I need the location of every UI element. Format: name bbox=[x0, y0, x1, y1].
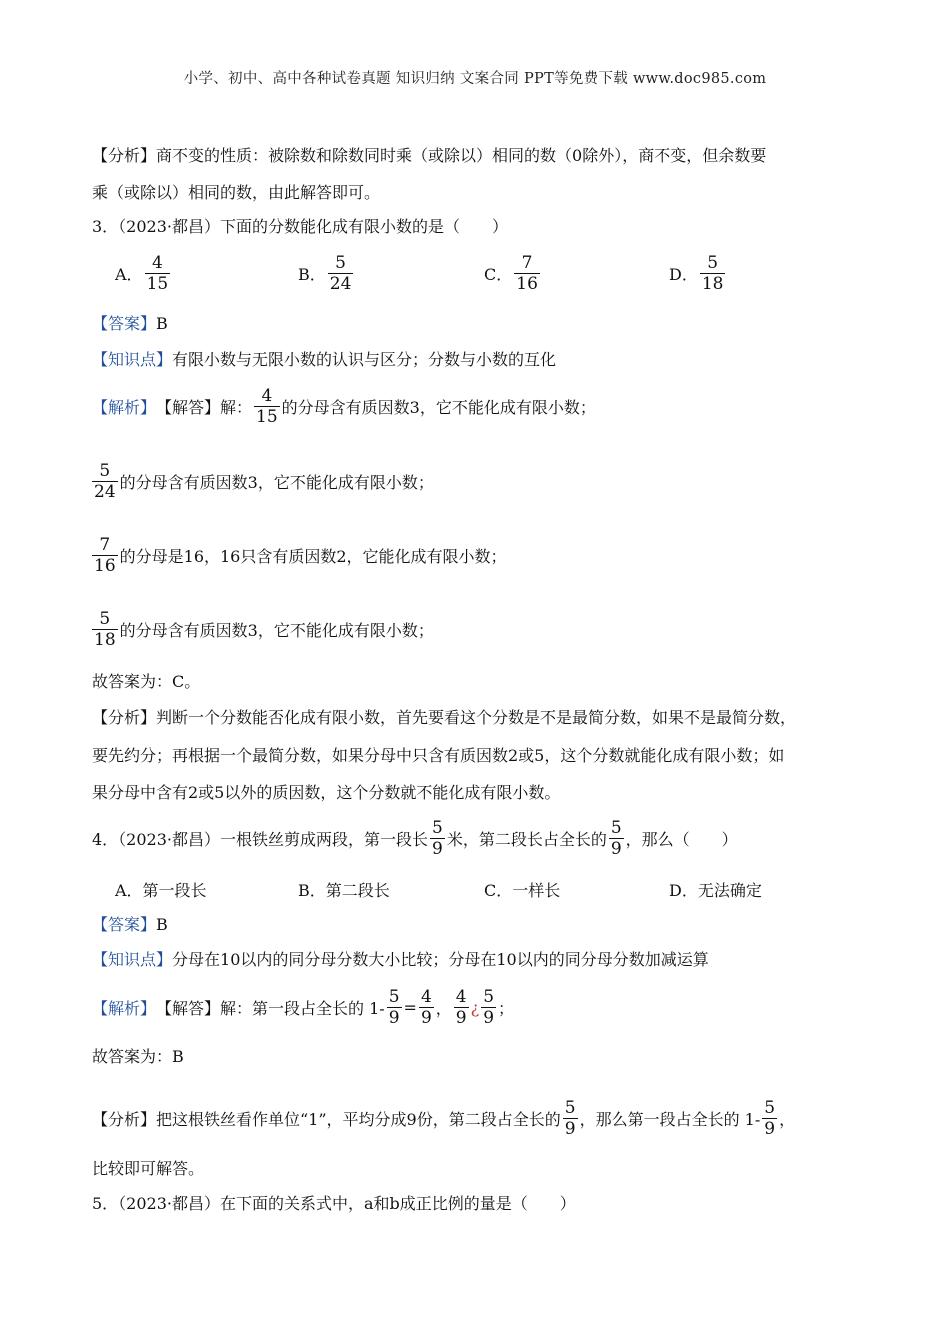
solution-tag: 【解析】 bbox=[92, 999, 157, 1018]
q4-solution: 【解析】 【解答】解：第一段占全长的 1- $\frac{5}{9}$ = $\frac{4}{9}$ ， $\frac{4}{9}$ ¿ $\frac{5}{9}$ ； bbox=[92, 987, 515, 1028]
fraction: $\frac{5}{18}$ bbox=[94, 609, 116, 650]
solution-tag: 【解析】 bbox=[92, 398, 157, 417]
fraction: $\frac{5}{18}$ bbox=[701, 253, 724, 294]
q4-option-a[interactable]: A．第一段长 bbox=[115, 881, 207, 900]
fraction: $\frac{5}{9}$ bbox=[764, 1098, 776, 1139]
q4-conclusion: 故答案为：B bbox=[92, 1047, 184, 1066]
q4-analysis-line2: 比较即可解答。 bbox=[92, 1159, 205, 1178]
q4-option-b[interactable]: B．第二段长 bbox=[298, 881, 390, 900]
q3-conclusion: 故答案为：C。 bbox=[92, 672, 201, 691]
q3-knowledge-point: 【知识点】有限小数与无限小数的认识与区分；分数与小数的互化 bbox=[92, 350, 557, 369]
fraction: $\frac{5}{9}$ bbox=[564, 1098, 576, 1139]
fraction: $\frac{5}{9}$ bbox=[610, 818, 622, 859]
fraction: $\frac{4}{15}$ bbox=[146, 253, 169, 294]
q3-option-b[interactable]: B． $\frac{5}{24}$ bbox=[298, 253, 352, 294]
q4-analysis: 【分析】 把这根铁丝看作单位“1”，平均分成9份，第二段占全长的 $\frac{5}{9}$ ，那么第一段占全长的 1- $\frac{5}{9}$ ， bbox=[92, 1098, 796, 1139]
prev-analysis-line2: 乘（或除以）相同的数，由此解答即可。 bbox=[92, 183, 381, 202]
fraction: $\frac{4}{9}$ bbox=[455, 987, 467, 1028]
page-header: 小学、初中、高中各种试卷真题 知识归纳 文案合同 PPT等免费下载 www.doc985.com bbox=[183, 71, 767, 87]
fraction: $\frac{5}{24}$ bbox=[94, 461, 116, 502]
q3-solution-line4: $\frac{5}{18}$ 的分母含有质因数3，它不能化成有限小数； bbox=[94, 609, 434, 650]
q5-stem: 5．（2023·都昌）在下面的关系式中，a和b成正比例的量是（ ） bbox=[92, 1194, 576, 1213]
fraction: $\frac{4}{15}$ bbox=[256, 386, 278, 427]
q4-option-d[interactable]: D．无法确定 bbox=[669, 881, 762, 900]
fraction: $\frac{5}{24}$ bbox=[329, 253, 352, 294]
fraction: $\frac{4}{9}$ bbox=[420, 987, 432, 1028]
q4-stem: 4．（2023·都昌）一根铁丝剪成两段，第一段长 $\frac{5}{9}$ 米，第二段长占全长的 $\frac{5}{9}$ ，那么（ ） bbox=[92, 818, 738, 859]
q4-option-c[interactable]: C．一样长 bbox=[484, 881, 561, 900]
fraction: $\frac{7}{16}$ bbox=[94, 535, 116, 576]
q3-stem: 3．（2023·都昌）下面的分数能化成有限小数的是（ ） bbox=[92, 217, 508, 236]
fraction: $\frac{5}{9}$ bbox=[388, 987, 400, 1028]
q4-answer: 【答案】B bbox=[92, 915, 168, 934]
q3-option-d[interactable]: D． $\frac{5}{18}$ bbox=[669, 253, 724, 294]
answer-tag: 【答案】 bbox=[92, 314, 157, 333]
answer-tag: 【答案】 bbox=[92, 915, 157, 934]
q3-option-a[interactable]: A． $\frac{4}{15}$ bbox=[115, 253, 169, 294]
fraction: $\frac{5}{9}$ bbox=[432, 818, 443, 859]
q3-option-c[interactable]: C． $\frac{7}{16}$ bbox=[484, 253, 538, 294]
prev-analysis-line1: 【分析】商不变的性质：被除数和除数同时乘（或除以）相同的数（0除外），商不变，但余数要 bbox=[92, 146, 767, 165]
q3-solution-line1: 【解析】 【解答】解： $\frac{4}{15}$ 的分母含有质因数3，它不能化成有限小数； bbox=[92, 386, 596, 427]
fraction: $\frac{7}{16}$ bbox=[516, 253, 538, 294]
q3-answer: 【答案】B bbox=[92, 314, 168, 333]
analysis-tag: 【分析】 bbox=[92, 146, 157, 165]
q3-solution-line2: $\frac{5}{24}$ 的分母含有质因数3，它不能化成有限小数； bbox=[94, 461, 434, 502]
q3-analysis-line2: 要先约分；再根据一个最简分数，如果分母中只含有质因数2或5，这个分数就能化成有限小数；如 bbox=[92, 746, 785, 765]
fraction: $\frac{5}{9}$ bbox=[483, 987, 495, 1028]
q4-knowledge-point: 【知识点】分母在10以内的同分母分数大小比较；分母在10以内的同分母分数加减运算 bbox=[92, 950, 709, 969]
knowledge-tag: 【知识点】 bbox=[92, 350, 173, 369]
q3-analysis-line3: 果分母中含有2或5以外的质因数，这个分数就不能化成有限小数。 bbox=[92, 783, 561, 802]
q3-solution-line3: $\frac{7}{16}$ 的分母是16，16只含有质因数2，它能化成有限小数； bbox=[94, 535, 507, 576]
q3-analysis-line1: 【分析】判断一个分数能否化成有限小数，首先要看这个分数是不是最简分数，如果不是最简分数， bbox=[92, 708, 797, 727]
knowledge-tag: 【知识点】 bbox=[92, 950, 173, 969]
